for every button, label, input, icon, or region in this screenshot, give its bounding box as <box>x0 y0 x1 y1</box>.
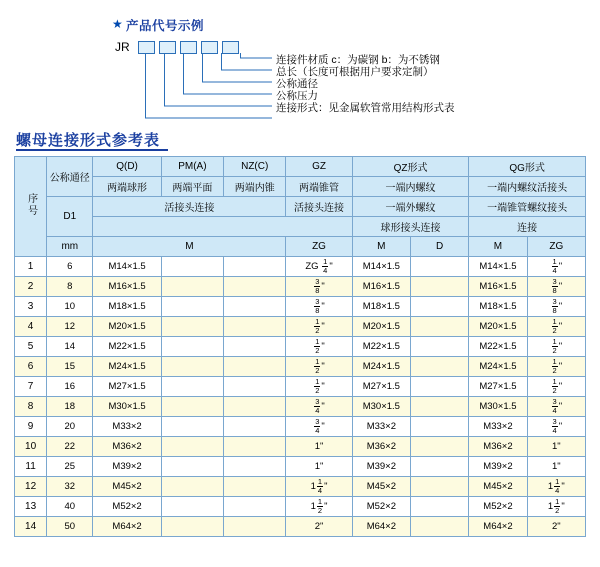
cell-qz-m: M20×1.5 <box>352 317 410 337</box>
cell-gz: $\frac{1}{2}$ " <box>286 317 352 337</box>
cell-qz-d <box>411 397 469 417</box>
cell-dn: 10 <box>47 297 93 317</box>
header-sub-q: 活接头连接 <box>93 197 286 217</box>
table-row <box>15 497 586 517</box>
cell-nz <box>224 457 286 477</box>
cell-q: M27×1.5 <box>93 377 161 397</box>
cell-pm <box>161 417 223 437</box>
cell-seq: 7 <box>15 377 47 397</box>
cell-qg-zg: $\frac{1}{2}$ " <box>527 377 585 397</box>
cell-qz-d <box>411 477 469 497</box>
section-title-underline <box>16 149 168 151</box>
cell-nz <box>224 337 286 357</box>
header-sub-qg: 连接 <box>469 217 586 237</box>
cell-gz: 2" <box>286 517 352 537</box>
cell-dn: 50 <box>47 517 93 537</box>
cell-qz-m: M16×1.5 <box>352 277 410 297</box>
cell-qz-m: M45×2 <box>352 477 410 497</box>
cell-qg-m: M64×2 <box>469 517 527 537</box>
cell-q: M30×1.5 <box>93 397 161 417</box>
cell-qz-m: M39×2 <box>352 457 410 477</box>
legend-item-connection-type: 连接形式：见金属软管常用结构形式表 <box>276 102 455 114</box>
cell-pm <box>161 477 223 497</box>
header-sub-blank <box>93 217 352 237</box>
cell-qg-m: M27×1.5 <box>469 377 527 397</box>
table-row <box>15 277 586 297</box>
cell-gz: $\frac{1}{2}$ " <box>286 357 352 377</box>
cell-pm <box>161 497 223 517</box>
header-sub-qz: 球形接头连接 <box>352 217 469 237</box>
cell-qg-m: M20×1.5 <box>469 317 527 337</box>
cell-q: M20×1.5 <box>93 317 161 337</box>
cell-qz-d <box>411 377 469 397</box>
cell-dn: 15 <box>47 357 93 377</box>
header-d1: D1 <box>47 197 93 237</box>
cell-qz-d <box>411 277 469 297</box>
legend-item-nominal-diameter: 公称通径 <box>276 78 318 90</box>
cell-pm <box>161 317 223 337</box>
cell-dn: 6 <box>47 257 93 277</box>
cell-qz-d <box>411 257 469 277</box>
cell-dn: 22 <box>47 437 93 457</box>
header-sub-gz: 活接头连接 <box>286 197 352 217</box>
cell-qz-d <box>411 337 469 357</box>
cell-qz-d <box>411 457 469 477</box>
cell-qg-zg: $\frac{3}{4}$ " <box>527 417 585 437</box>
cell-q: M45×2 <box>93 477 161 497</box>
legend-item-nominal-pressure: 公称压力 <box>276 90 318 102</box>
cell-qg-zg: $\frac{1}{2}$ " <box>527 317 585 337</box>
header-unit-qz-m: M <box>352 237 410 257</box>
cell-dn: 20 <box>47 417 93 437</box>
cell-q: M36×2 <box>93 437 161 457</box>
cell-pm <box>161 397 223 417</box>
cell-pm <box>161 517 223 537</box>
cell-qz-m: M33×2 <box>352 417 410 437</box>
header-group-gz: GZ <box>286 157 352 177</box>
header-group-pm: PM(A) <box>161 157 223 177</box>
cell-qg-m: M52×2 <box>469 497 527 517</box>
section-title: 螺母连接形式参考表 <box>16 132 161 149</box>
cell-qg-zg: 2" <box>527 517 585 537</box>
code-prefix-label: JR <box>115 40 130 54</box>
table-row <box>15 417 586 437</box>
cell-qg-zg: 1 $\frac{1}{4}$ " <box>527 477 585 497</box>
cell-q: M33×2 <box>93 417 161 437</box>
cell-q: M16×1.5 <box>93 277 161 297</box>
cell-seq: 14 <box>15 517 47 537</box>
header-desc2-qz: 一端外螺纹 <box>352 197 469 217</box>
cell-qg-m: M18×1.5 <box>469 297 527 317</box>
cell-qg-m: M16×1.5 <box>469 277 527 297</box>
cell-gz: 1 $\frac{1}{4}$ " <box>286 477 352 497</box>
cell-dn: 12 <box>47 317 93 337</box>
header-unit-m: M <box>93 237 286 257</box>
cell-seq: 4 <box>15 317 47 337</box>
header-unit-qz-d: D <box>411 237 469 257</box>
header-group-qg: QG形式 <box>469 157 586 177</box>
table-row <box>15 437 586 457</box>
header-group-qz: QZ形式 <box>352 157 469 177</box>
cell-qg-m: M33×2 <box>469 417 527 437</box>
cell-nz <box>224 417 286 437</box>
header-dn: 公称通径 <box>47 157 93 197</box>
header-desc-qz: 一端内螺纹 <box>352 177 469 197</box>
cell-qg-zg: $\frac{1}{4}$ " <box>527 257 585 277</box>
cell-q: M18×1.5 <box>93 297 161 317</box>
cell-qg-m: M36×2 <box>469 437 527 457</box>
cell-seq: 10 <box>15 437 47 457</box>
header-desc-nz: 两端内锥 <box>224 177 286 197</box>
table-row <box>15 317 586 337</box>
cell-pm <box>161 437 223 457</box>
header-desc-gz: 两端锥管 <box>286 177 352 197</box>
cell-nz <box>224 437 286 457</box>
cell-dn: 18 <box>47 397 93 417</box>
cell-gz: 1 $\frac{1}{2}$ " <box>286 497 352 517</box>
cell-qz-d <box>411 297 469 317</box>
cell-qz-m: M24×1.5 <box>352 357 410 377</box>
cell-gz: $\frac{1}{2}$ " <box>286 377 352 397</box>
cell-pm <box>161 297 223 317</box>
table-row <box>15 517 586 537</box>
cell-qz-m: M30×1.5 <box>352 397 410 417</box>
cell-pm <box>161 277 223 297</box>
cell-seq: 12 <box>15 477 47 497</box>
cell-qz-d <box>411 417 469 437</box>
cell-qg-zg: 1" <box>527 457 585 477</box>
table-row <box>15 297 586 317</box>
cell-dn: 32 <box>47 477 93 497</box>
product-code-diagram <box>0 0 600 128</box>
cell-qg-zg: 1" <box>527 437 585 457</box>
legend-item-material: 连接件材质 c：为碳钢 b：为不锈钢 <box>276 54 440 66</box>
header-group-q: Q(D) <box>93 157 161 177</box>
cell-seq: 9 <box>15 417 47 437</box>
diagram-title: 产品代号示例 <box>126 19 205 33</box>
table-row <box>15 397 586 417</box>
cell-seq: 13 <box>15 497 47 517</box>
cell-qz-d <box>411 517 469 537</box>
cell-nz <box>224 317 286 337</box>
nut-connection-table <box>14 156 586 537</box>
cell-qg-m: M14×1.5 <box>469 257 527 277</box>
cell-seq: 3 <box>15 297 47 317</box>
cell-seq: 5 <box>15 337 47 357</box>
cell-nz <box>224 277 286 297</box>
header-unit-qg-zg: ZG <box>527 237 585 257</box>
cell-pm <box>161 457 223 477</box>
table-row <box>15 357 586 377</box>
table-row <box>15 457 586 477</box>
cell-gz: 1" <box>286 457 352 477</box>
cell-q: M24×1.5 <box>93 357 161 377</box>
table-row <box>15 477 586 497</box>
cell-q: M22×1.5 <box>93 337 161 357</box>
cell-qz-d <box>411 437 469 457</box>
table-row <box>15 337 586 357</box>
cell-pm <box>161 257 223 277</box>
cell-nz <box>224 297 286 317</box>
cell-gz: $\frac{3}{8}$ " <box>286 277 352 297</box>
table-row <box>15 257 586 277</box>
cell-seq: 2 <box>15 277 47 297</box>
header-desc-q: 两端球形 <box>93 177 161 197</box>
cell-pm <box>161 337 223 357</box>
cell-qg-zg: $\frac{3}{8}$ " <box>527 297 585 317</box>
cell-dn: 8 <box>47 277 93 297</box>
table-row <box>15 377 586 397</box>
cell-qg-zg: 1 $\frac{1}{2}$ " <box>527 497 585 517</box>
cell-qg-zg: $\frac{1}{2}$ " <box>527 337 585 357</box>
cell-qg-zg: $\frac{3}{8}$ " <box>527 277 585 297</box>
cell-nz <box>224 397 286 417</box>
cell-qz-d <box>411 357 469 377</box>
cell-nz <box>224 477 286 497</box>
cell-pm <box>161 357 223 377</box>
cell-qz-d <box>411 317 469 337</box>
cell-q: M14×1.5 <box>93 257 161 277</box>
cell-q: M39×2 <box>93 457 161 477</box>
cell-qg-zg: $\frac{3}{4}$ " <box>527 397 585 417</box>
header-desc2-qg: 一端锥管螺纹接头 <box>469 197 586 217</box>
cell-seq: 6 <box>15 357 47 377</box>
cell-nz <box>224 377 286 397</box>
cell-qg-m: M30×1.5 <box>469 397 527 417</box>
cell-gz: $\frac{3}{8}$ " <box>286 297 352 317</box>
header-desc-qg: 一端内螺纹活接头 <box>469 177 586 197</box>
cell-dn: 25 <box>47 457 93 477</box>
cell-qg-m: M24×1.5 <box>469 357 527 377</box>
cell-dn: 40 <box>47 497 93 517</box>
cell-dn: 16 <box>47 377 93 397</box>
cell-seq: 11 <box>15 457 47 477</box>
cell-qz-m: M18×1.5 <box>352 297 410 317</box>
cell-gz: $\frac{3}{4}$ " <box>286 417 352 437</box>
cell-pm <box>161 377 223 397</box>
cell-gz: ZG $\frac{1}{4}$ " <box>286 257 352 277</box>
cell-qg-m: M45×2 <box>469 477 527 497</box>
cell-gz: $\frac{1}{2}$ " <box>286 337 352 357</box>
cell-dn: 14 <box>47 337 93 357</box>
cell-qz-m: M27×1.5 <box>352 377 410 397</box>
cell-qz-m: M22×1.5 <box>352 337 410 357</box>
table-body <box>15 257 586 537</box>
cell-q: M64×2 <box>93 517 161 537</box>
cell-nz <box>224 517 286 537</box>
header-desc-pm: 两端平面 <box>161 177 223 197</box>
cell-nz <box>224 357 286 377</box>
header-unit-qg-m: M <box>469 237 527 257</box>
cell-seq: 8 <box>15 397 47 417</box>
cell-nz <box>224 257 286 277</box>
star-icon: ★ <box>112 17 123 31</box>
cell-qz-m: M36×2 <box>352 437 410 457</box>
cell-gz: $\frac{3}{4}$ " <box>286 397 352 417</box>
header-seq: 序号 <box>15 157 47 257</box>
cell-qg-zg: $\frac{1}{2}$ " <box>527 357 585 377</box>
cell-gz: 1" <box>286 437 352 457</box>
cell-seq: 1 <box>15 257 47 277</box>
cell-q: M52×2 <box>93 497 161 517</box>
cell-qz-m: M64×2 <box>352 517 410 537</box>
cell-nz <box>224 497 286 517</box>
header-mm: mm <box>47 237 93 257</box>
cell-qz-m: M14×1.5 <box>352 257 410 277</box>
header-group-nz: NZ(C) <box>224 157 286 177</box>
cell-qz-m: M52×2 <box>352 497 410 517</box>
legend-item-length: 总长（长度可根据用户要求定制） <box>276 66 434 78</box>
header-unit-zg: ZG <box>286 237 352 257</box>
cell-qg-m: M39×2 <box>469 457 527 477</box>
cell-qg-m: M22×1.5 <box>469 337 527 357</box>
cell-qz-d <box>411 497 469 517</box>
